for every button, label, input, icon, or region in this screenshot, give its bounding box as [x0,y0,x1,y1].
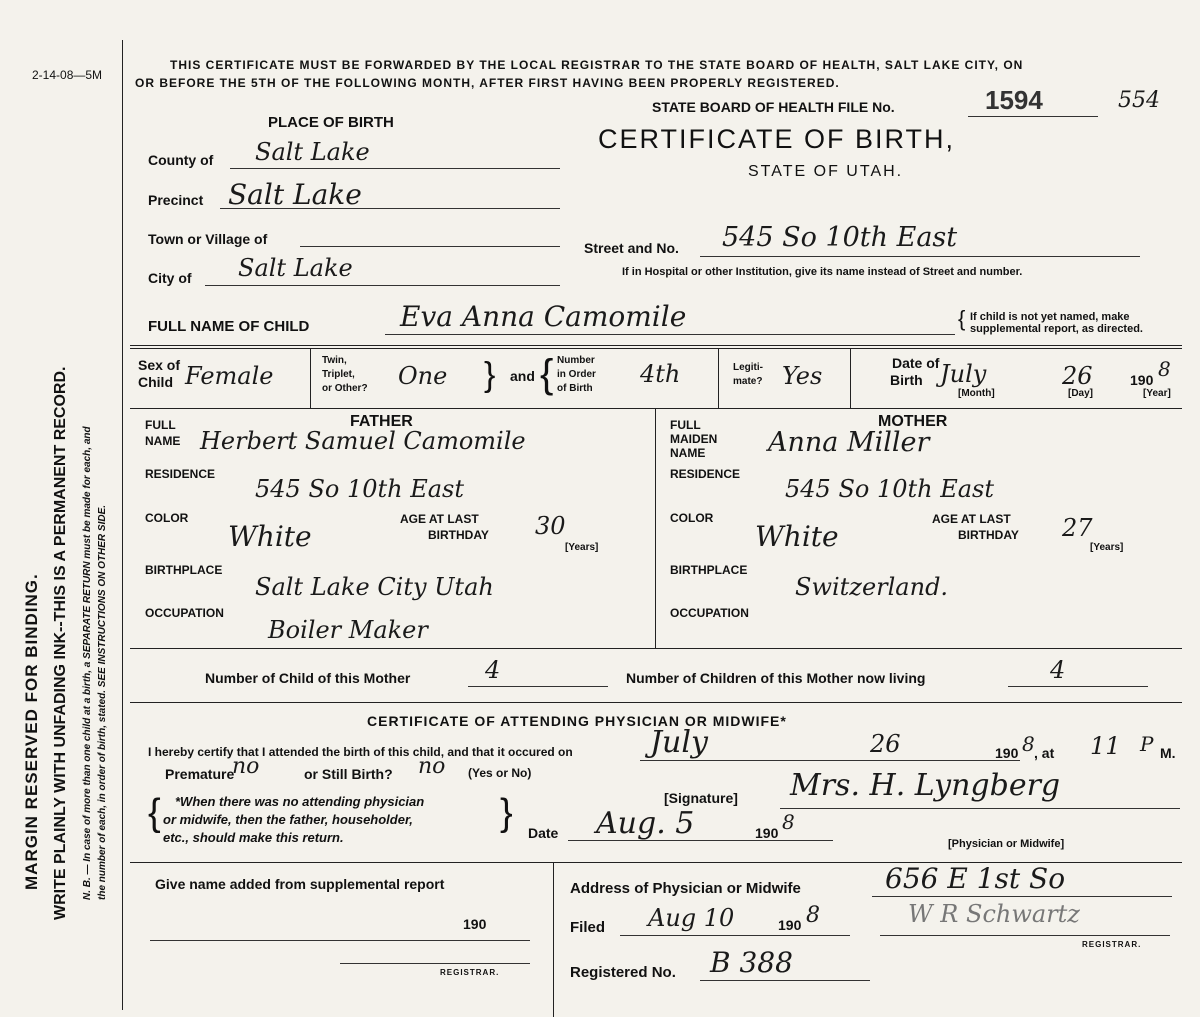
mother-years-caption: [Years] [1090,542,1124,553]
mother-name-value: Anna Miller [768,427,930,458]
mother-residence-value: 545 So 10th East [785,475,995,503]
dob-year-caption: [Year] [1143,388,1171,399]
registrar-caption: REGISTRAR. [1082,940,1142,949]
county-value: Salt Lake [255,138,370,166]
registrar-signature: W R Schwartz [908,900,1080,928]
child-name-note-line1: If child is not yet named, make [970,311,1130,323]
dob-year-prefix: 190 [1130,372,1154,388]
mother-color-label: COLOR [670,511,714,525]
father-age-label-line1: AGE AT LAST [400,512,479,526]
street-label: Street and No. [584,240,679,256]
attended-hour: 11 [1090,732,1121,760]
father-residence-label: RESIDENCE [145,467,216,481]
street-value: 545 So 10th East [722,222,958,253]
mother-age-label-line2: BIRTHDAY [958,528,1019,542]
physician-date-year-prefix: 190 [755,825,779,841]
precinct-label: Precinct [148,192,204,208]
physician-heading: CERTIFICATE OF ATTENDING PHYSICIAN OR MIDWIFE* [367,713,787,729]
mother-birthplace-value: Switzerland. [795,573,949,601]
dob-label-line2: Birth [890,372,923,388]
yes-no-caption: (Yes or No) [468,766,532,780]
and-label: and [510,368,535,384]
nb-note-line1: N. B. — In case of more than one child at a birth, a SEPARATE RETURN must be made for each, and [82,426,93,900]
legitimate-label-line2: mate? [733,376,763,387]
filed-year-digit: 8 [806,903,820,928]
legitimate-value: Yes [782,362,823,390]
child-name-value: Eva Anna Camomile [400,300,687,333]
registered-number-label: Registered No. [570,964,676,981]
file-number-extra: 554 [1118,88,1160,113]
father-birthplace-label: BIRTHPLACE [145,563,223,577]
place-of-birth-heading: PLACE OF BIRTH [268,114,394,131]
sex-label-line1: Sex of [138,357,181,373]
mother-age-value: 27 [1062,514,1093,542]
father-name-label: NAME [145,434,181,448]
premature-label: Premature [165,766,235,782]
twin-value: One [398,362,448,390]
dob-day: 26 [1062,362,1093,390]
filed-label: Filed [570,919,606,936]
physician-note-line3: etc., should make this return. [163,830,344,845]
child-name-label: FULL NAME OF CHILD [148,318,310,335]
twin-label-line3: or Other? [322,383,368,394]
attended-year-digit: 8 [1022,732,1035,756]
physician-address-value: 656 E 1st So [885,862,1066,895]
sex-label-line2: Child [138,374,173,390]
supplemental-year-prefix: 190 [463,916,487,932]
mother-birthplace-label: BIRTHPLACE [670,563,748,577]
certify-statement: I hereby certify that I attended the birth of this child, and that it occured on [148,745,573,759]
father-years-caption: [Years] [565,542,599,553]
attended-year-prefix: 190 [995,745,1019,761]
city-value: Salt Lake [238,254,353,282]
child-name-note-line2: supplemental report, as directed. [970,323,1143,335]
twin-label-line1: Twin, [322,355,347,366]
order-value: 4th [640,360,681,388]
children-living-value: 4 [1050,656,1066,684]
father-heading: FATHER [350,413,413,430]
order-label-line3: of Birth [557,383,593,394]
attended-ampm-handwritten: P [1140,732,1154,756]
address-label: Address of Physician or Midwife [570,880,801,897]
father-occupation-value: Boiler Maker [268,616,428,644]
filed-date-value: Aug 10 [648,904,735,932]
state-name: STATE OF UTAH. [748,163,904,180]
child-of-mother-value: 4 [485,656,501,684]
twin-label-line2: Triplet, [322,369,355,380]
stillbirth-label: or Still Birth? [304,766,393,782]
county-label: County of [148,152,214,168]
father-color-value: White [228,520,312,553]
dob-month: July [940,360,987,388]
file-number-label: STATE BOARD OF HEALTH FILE No. [652,99,895,115]
mother-residence-label: RESIDENCE [670,467,741,481]
precinct-value: Salt Lake [228,178,362,211]
mother-occupation-label: OCCUPATION [670,606,749,620]
children-living-label: Number of Children of this Mother now living [626,670,926,686]
father-color-label: COLOR [145,511,189,525]
mother-heading: MOTHER [878,413,948,430]
city-label: City of [148,270,192,286]
father-occupation-label: OCCUPATION [145,606,224,620]
father-birthplace-value: Salt Lake City Utah [255,573,494,601]
physician-date-label: Date [528,825,559,841]
binding-notice: MARGIN RESERVED FOR BINDING. [22,573,41,890]
form-code: 2-14-08—5M [32,68,103,82]
attended-month: July [650,725,708,760]
supplemental-registrar-caption: REGISTRAR. [440,968,500,977]
hospital-note: If in Hospital or other Institution, give its name instead of Street and number. [622,266,1023,278]
father-age-value: 30 [535,512,566,540]
stillbirth-value: no [418,754,446,779]
dob-day-caption: [Day] [1068,388,1094,399]
binding-margin [0,0,130,1017]
ink-notice: WRITE PLAINLY WITH UNFADING INK--THIS IS A PERMANENT RECORD. [52,366,69,920]
father-residence-value: 545 So 10th East [255,475,465,503]
dob-month-caption: [Month] [958,388,995,399]
order-label-line1: Number [557,355,595,366]
child-of-mother-label: Number of Child of this Mother [205,670,411,686]
legitimate-label-line1: Legiti- [733,362,763,373]
sex-value: Female [185,362,274,390]
father-full-label: FULL [145,418,176,432]
mother-maiden-label: MAIDEN [670,432,718,446]
physician-note-line1: *When there was no attending physician [175,794,425,809]
physician-note-line2: or midwife, then the father, householder, [163,812,413,827]
mother-full-label: FULL [670,418,701,432]
dob-year-digit: 8 [1158,357,1171,381]
file-number: 1594 [985,85,1043,115]
at-label: , at [1034,745,1055,761]
registered-number-value: B 388 [710,946,793,979]
attended-ampm-printed: M. [1160,745,1176,761]
father-name-value: Herbert Samuel Camomile [200,427,526,455]
signature-label: [Signature] [664,790,738,806]
physician-role-caption: [Physician or Midwife] [948,838,1065,850]
physician-date-year-digit: 8 [782,810,795,834]
order-label-line2: in Order [557,369,596,380]
physician-signature: Mrs. H. Lyngberg [790,768,1061,803]
dob-label-line1: Date of [892,355,940,371]
filed-year-prefix: 190 [778,917,802,933]
forwarding-notice-line1: THIS CERTIFICATE MUST BE FORWARDED BY THE LOCAL REGISTRAR TO THE STATE BOARD OF HEALTH, SALT LAKE CITY, ON [170,58,1024,72]
forwarding-notice-line2: OR BEFORE THE 5TH OF THE FOLLOWING MONTH, AFTER FIRST HAVING BEEN PROPERLY REGISTERED. [135,76,840,90]
nb-note-line2: the number of each, in order of birth, stated. SEE INSTRUCTIONS ON OTHER SIDE. [97,504,108,900]
mother-age-label-line1: AGE AT LAST [932,512,1011,526]
mother-color-value: White [755,520,839,553]
attended-day: 26 [870,730,901,758]
mother-name-label: NAME [670,446,706,460]
supplemental-label: Give name added from supplemental report [155,876,445,892]
physician-date-value: Aug. 5 [596,806,695,841]
father-age-label-line2: BIRTHDAY [428,528,489,542]
certificate-title: CERTIFICATE OF BIRTH, [598,124,956,154]
town-label: Town or Village of [148,231,268,247]
premature-value: no [232,754,260,779]
margin-rule [122,40,123,1010]
